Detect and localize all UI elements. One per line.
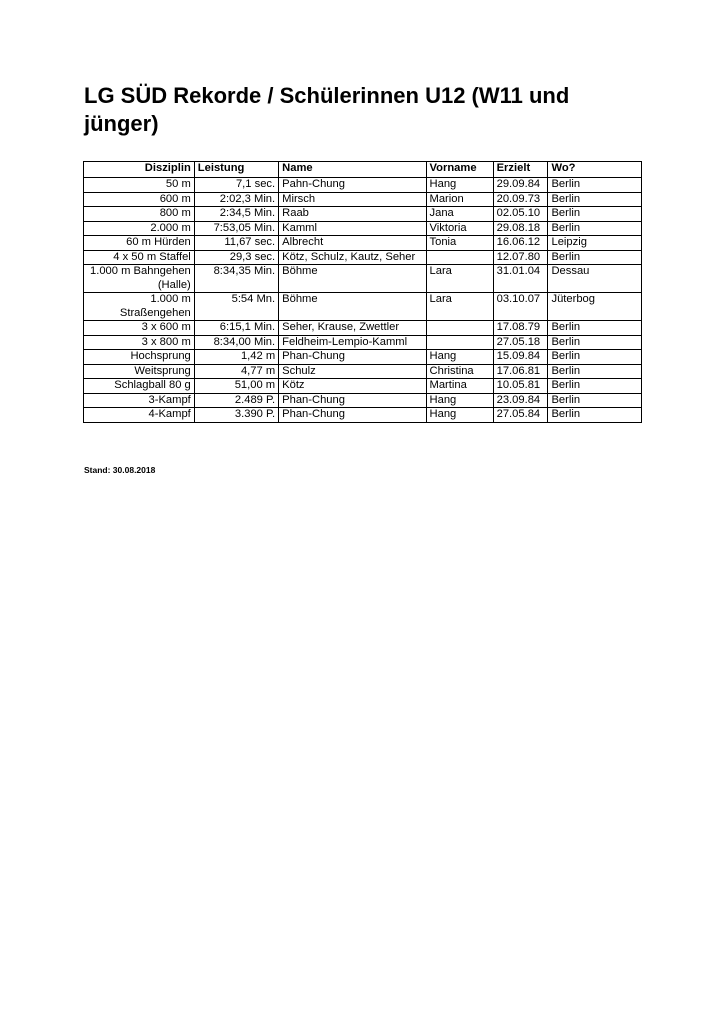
table-row: [84, 178, 642, 193]
cell-wo: Jüterbog: [548, 293, 642, 321]
cell-leistung: 2:34,5 Min.: [194, 207, 278, 222]
table-row: [84, 250, 642, 265]
header-vorname: Vorname: [426, 162, 493, 178]
cell-wo: Berlin: [548, 221, 642, 236]
cell-erzielt: 03.10.07: [493, 293, 548, 321]
cell-erzielt: 23.09.84: [493, 393, 548, 408]
cell-name: Phan-Chung: [279, 408, 426, 423]
table-row: [84, 236, 642, 251]
table-row: [84, 321, 642, 336]
cell-disziplin: 1.000 m Bahngehen (Halle): [84, 265, 195, 293]
cell-name: Mirsch: [279, 192, 426, 207]
cell-leistung: 8:34,00 Min.: [194, 335, 278, 350]
header-erzielt: Erzielt: [493, 162, 548, 178]
cell-name: Kamml: [279, 221, 426, 236]
cell-leistung: 5:54 Mn.: [194, 293, 278, 321]
page-title: LG SÜD Rekorde / Schülerinnen U12 (W11 und jünger): [84, 83, 570, 136]
cell-vorname: [426, 335, 493, 350]
cell-name: Böhme: [279, 265, 426, 293]
cell-disziplin: 3 x 800 m: [84, 335, 195, 350]
cell-erzielt: 27.05.84: [493, 408, 548, 423]
cell-leistung: 51,00 m: [194, 379, 278, 394]
header-name: Name: [279, 162, 426, 178]
cell-disziplin: Schlagball 80 g: [84, 379, 195, 394]
cell-leistung: 11,67 sec.: [194, 236, 278, 251]
cell-vorname: Lara: [426, 265, 493, 293]
cell-name: Phan-Chung: [279, 350, 426, 365]
cell-vorname: Christina: [426, 364, 493, 379]
cell-disziplin: 3 x 600 m: [84, 321, 195, 336]
cell-vorname: Jana: [426, 207, 493, 222]
table-row: [84, 192, 642, 207]
cell-leistung: 6:15,1 Min.: [194, 321, 278, 336]
cell-erzielt: 17.08.79: [493, 321, 548, 336]
cell-name: Albrecht: [279, 236, 426, 251]
table-row: [84, 207, 642, 222]
cell-name: Kötz, Schulz, Kautz, Seher: [279, 250, 426, 265]
cell-leistung: 7:53,05 Min.: [194, 221, 278, 236]
table-row: [84, 379, 642, 394]
cell-wo: Berlin: [548, 393, 642, 408]
cell-wo: Dessau: [548, 265, 642, 293]
cell-erzielt: 15.09.84: [493, 350, 548, 365]
cell-disziplin: 50 m: [84, 178, 195, 193]
table-row: [84, 408, 642, 423]
cell-wo: Berlin: [548, 250, 642, 265]
header-disziplin: Disziplin: [84, 162, 195, 178]
cell-leistung: 2:02,3 Min.: [194, 192, 278, 207]
cell-vorname: Tonia: [426, 236, 493, 251]
cell-wo: Berlin: [548, 350, 642, 365]
cell-name: Phan-Chung: [279, 393, 426, 408]
cell-erzielt: 12.07.80: [493, 250, 548, 265]
table-header-row: [84, 162, 642, 178]
cell-wo: Berlin: [548, 364, 642, 379]
cell-erzielt: 16.06.12: [493, 236, 548, 251]
cell-name: Seher, Krause, Zwettler: [279, 321, 426, 336]
cell-name: Böhme: [279, 293, 426, 321]
cell-disziplin: Hochsprung: [84, 350, 195, 365]
table-row: [84, 265, 642, 293]
cell-name: Kötz: [279, 379, 426, 394]
cell-wo: Leipzig: [548, 236, 642, 251]
cell-disziplin: 3-Kampf: [84, 393, 195, 408]
cell-erzielt: 02.05.10: [493, 207, 548, 222]
cell-wo: Berlin: [548, 178, 642, 193]
cell-vorname: Lara: [426, 293, 493, 321]
cell-wo: Berlin: [548, 192, 642, 207]
cell-vorname: Hang: [426, 408, 493, 423]
table-row: [84, 221, 642, 236]
cell-erzielt: 17.06.81: [493, 364, 548, 379]
cell-name: Schulz: [279, 364, 426, 379]
cell-erzielt: 29.09.84: [493, 178, 548, 193]
cell-vorname: Viktoria: [426, 221, 493, 236]
table-row: [84, 350, 642, 365]
cell-leistung: 7,1 sec.: [194, 178, 278, 193]
cell-wo: Berlin: [548, 321, 642, 336]
stand-date: Stand: 30.08.2018: [84, 465, 156, 475]
table-row: [84, 364, 642, 379]
cell-disziplin: 600 m: [84, 192, 195, 207]
cell-leistung: 2.489 P.: [194, 393, 278, 408]
cell-disziplin: 4 x 50 m Staffel: [84, 250, 195, 265]
table-row: [84, 393, 642, 408]
cell-disziplin: 1.000 m Straßengehen: [84, 293, 195, 321]
cell-vorname: Hang: [426, 393, 493, 408]
cell-disziplin: 4-Kampf: [84, 408, 195, 423]
cell-leistung: 8:34,35 Min.: [194, 265, 278, 293]
cell-disziplin: 800 m: [84, 207, 195, 222]
cell-name: Pahn-Chung: [279, 178, 426, 193]
cell-vorname: Hang: [426, 178, 493, 193]
table-row: [84, 335, 642, 350]
cell-erzielt: 27.05.18: [493, 335, 548, 350]
records-body: [84, 178, 642, 423]
cell-erzielt: 10.05.81: [493, 379, 548, 394]
cell-leistung: 4,77 m: [194, 364, 278, 379]
records-table: [83, 161, 642, 423]
header-leistung: Leistung: [194, 162, 278, 178]
cell-erzielt: 20.09.73: [493, 192, 548, 207]
cell-wo: Berlin: [548, 207, 642, 222]
cell-vorname: [426, 250, 493, 265]
cell-leistung: 29,3 sec.: [194, 250, 278, 265]
cell-vorname: Martina: [426, 379, 493, 394]
cell-vorname: [426, 321, 493, 336]
cell-leistung: 1,42 m: [194, 350, 278, 365]
header-wo: Wo?: [548, 162, 642, 178]
cell-wo: Berlin: [548, 335, 642, 350]
cell-disziplin: 60 m Hürden: [84, 236, 195, 251]
cell-wo: Berlin: [548, 408, 642, 423]
cell-disziplin: 2.000 m: [84, 221, 195, 236]
cell-leistung: 3.390 P.: [194, 408, 278, 423]
cell-name: Feldheim-Lempio-Kamml: [279, 335, 426, 350]
cell-vorname: Hang: [426, 350, 493, 365]
cell-name: Raab: [279, 207, 426, 222]
cell-erzielt: 29.08.18: [493, 221, 548, 236]
cell-wo: Berlin: [548, 379, 642, 394]
cell-vorname: Marion: [426, 192, 493, 207]
cell-disziplin: Weitsprung: [84, 364, 195, 379]
table-row: [84, 293, 642, 321]
cell-erzielt: 31.01.04: [493, 265, 548, 293]
